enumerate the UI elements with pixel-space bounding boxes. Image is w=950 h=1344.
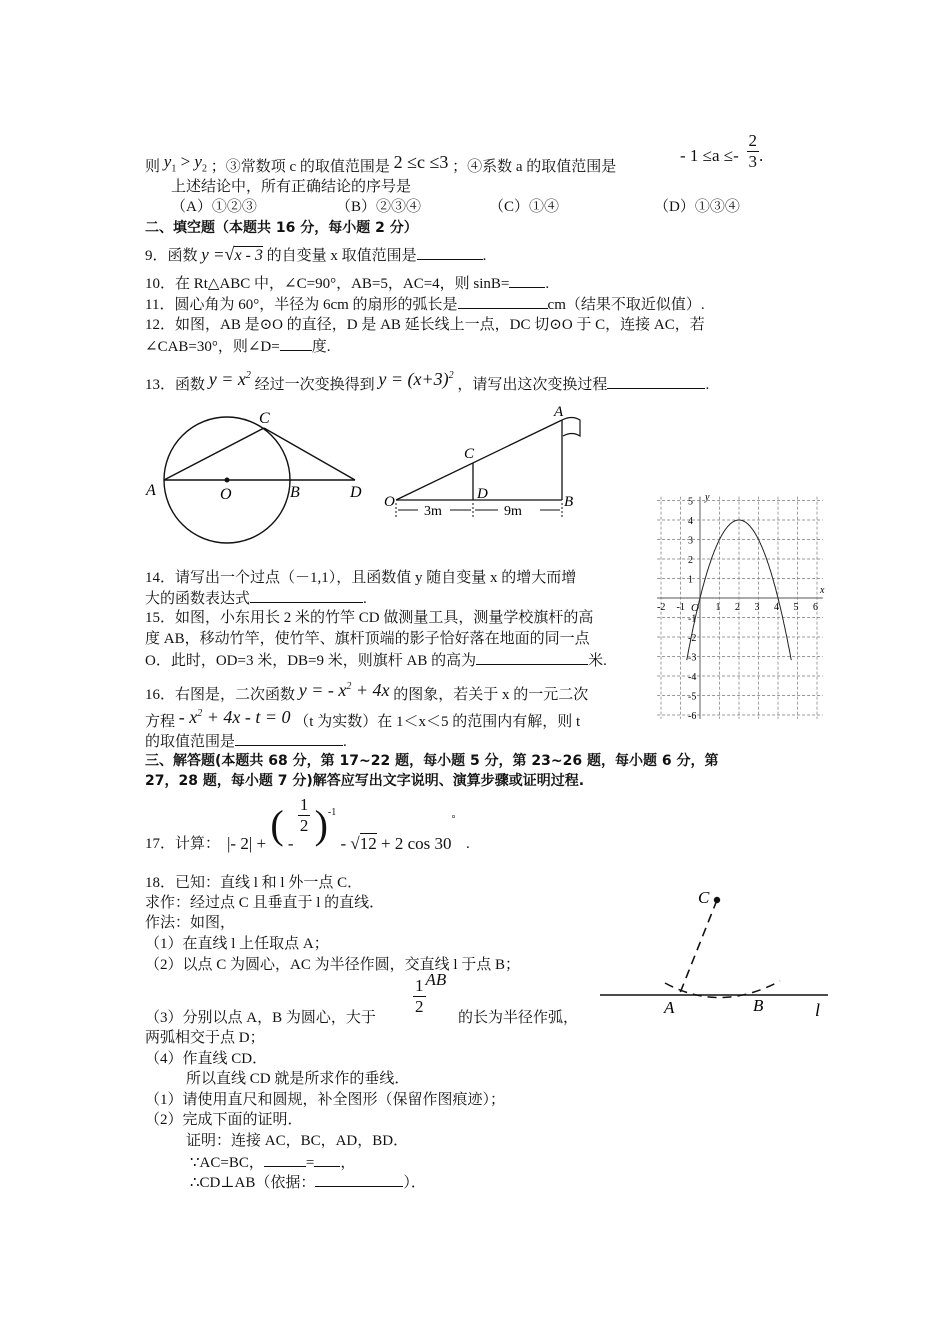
q15-line1: 15．如图，小东用长 2 米的竹竿 CD 做测量工具，测量学校旗杆的高 (145, 610, 594, 626)
label-b: B (290, 484, 300, 501)
q15-line3: O．此时，OD=3 米，DB=9 米，则旗杆 AB 的高为 米. (145, 650, 607, 671)
x-tick-label: 4 (774, 602, 779, 613)
flagpole-figure (380, 400, 600, 525)
label-c3: C (698, 888, 710, 907)
y-tick-label: -6 (688, 711, 697, 722)
y-tick-label: -4 (688, 672, 697, 683)
y-tick-label: 4 (688, 516, 693, 527)
q8-line1: 则 $y_1 > y_2$ ；③常数项 c 的取值范围是 2 ≤c ≤3 ；④系数 a 的取值范围是 (145, 152, 617, 175)
section3-line1: 三、解答题(本题共 68 分，第 17~22 题，每小题 5 分，第 23~26 题，每小题 6 分，第 (145, 753, 719, 769)
q12-line1: 12．如图，AB 是⊙O 的直径，D 是 AB 延长线上一点，DC 切⊙O 于 C，连接 AC，若 (145, 317, 705, 333)
construction-figure (595, 880, 835, 1025)
option-d: （D）①③④ (654, 199, 740, 215)
q17-end: . (466, 836, 470, 852)
q18-proof1: 证明：连接 AC，BC，AD，BD． (186, 1133, 409, 1149)
x-tick-label: 5 (793, 602, 799, 613)
option-b: （B）②③④ (336, 199, 422, 215)
q18-proof3: ∴CD⊥AB（依据： ）． (190, 1172, 426, 1193)
label-c: C (259, 410, 270, 427)
section3-line2: 27，28 题，每小题 7 分)解答应写出文字说明、演算步骤或证明过程. (145, 773, 585, 789)
q17-formula: |- 2| + ( - $\frac{1}{2}$ )$^{-1}$ - √12 + 2 cos 30° (227, 795, 456, 853)
label-b2: B (564, 494, 574, 510)
y-tick-label: 2 (688, 555, 693, 566)
q8-line2: 上述结论中，所有正确结论的序号是 (171, 179, 412, 195)
q14-line1: 14．请写出一个过点（－1,1），且函数值 y 随自变量 x 的增大而增 (145, 570, 577, 586)
q18-step5: 所以直线 CD 就是所求作的垂线． (186, 1071, 410, 1087)
q10: 10．在 Rt△ABC 中，∠C=90°，AB=5，AC=4，则 sinB= . (145, 273, 549, 294)
label-b3: B (753, 996, 764, 1015)
q18-half-ab: $\frac{1}{2}$ AB (415, 970, 447, 1016)
q16-line3: 的取值范围是 . (145, 731, 347, 752)
section2-title: 二、填空题（本题共 16 分，每小题 2 分） (145, 220, 418, 236)
x-tick-label: 6 (813, 602, 818, 613)
y-tick-label: -1 (688, 613, 697, 625)
q13: 13．函数 $y = x^2$ 经过一次变换得到 $y = (x+3)^2$ ，请写出这次变换过程 . (145, 369, 710, 393)
q18-line3: 作法：如图， (145, 915, 236, 931)
option-c: （C）①④ (489, 199, 560, 215)
x-tick-label: -1 (676, 602, 685, 613)
origin-label: O (691, 602, 699, 614)
q18-step3c: 两弧相交于点 D； (145, 1030, 265, 1046)
label-a2: A (554, 404, 564, 420)
q15-line2: 度 AB，移动竹竿，使竹竿、旗杆顶端的影子恰好落在地面的同一点 (145, 631, 590, 647)
q14-line2: 大的函数表达式 . (145, 588, 367, 609)
y-tick-label: 3 (688, 535, 693, 547)
axis-y-label: y (705, 492, 710, 503)
x-tick-label: 1 (715, 602, 721, 613)
dim-9m: 9m (504, 504, 522, 519)
label-a3: A (664, 998, 675, 1017)
q18-proof2: ∵AC=BC， = ， (190, 1152, 355, 1173)
q18-task1: （1）请使用直尺和圆规，补全图形（保留作图痕迹）； (145, 1092, 506, 1108)
x-tick-label: -2 (657, 602, 666, 613)
q16-line1: 16．右图是，二次函数 y = - $x^2 + 4x$ 的图象，若关于 x 的一元二次 (145, 680, 589, 703)
q18-line2: 求作：经过点 C 且垂直于 l 的直线． (145, 895, 385, 911)
q12-line2: ∠CAB=30°，则∠D= 度. (145, 336, 331, 357)
label-d: D (350, 484, 362, 501)
x-tick-label: 3 (754, 602, 760, 613)
q16-line2: 方程 - $x^2 + 4x - t = 0$ （t 为实数）在 1＜x＜5 的范围内有解，则 t (145, 707, 581, 730)
label-l: l (815, 1000, 821, 1020)
y-tick-label: 1 (688, 574, 693, 586)
label-o2: O (384, 494, 395, 510)
q18-step1: （1）在直线 l 上任取点 A； (145, 936, 329, 952)
label-a: A (146, 482, 156, 499)
q11: 11．圆心角为 60°，半径为 6cm 的扇形的弧长是 cm（结果不取近似值）. (145, 294, 705, 315)
dim-3m: 3m (424, 504, 442, 519)
label-c2: C (464, 446, 475, 462)
q18-task2: （2）完成下面的证明． (145, 1112, 303, 1128)
q18-step3: （3）分别以点 A，B 为圆心，大于 (145, 1010, 376, 1026)
y-tick-label: -3 (688, 652, 697, 664)
y-tick-label: -2 (688, 633, 697, 644)
q18-line1: 18．已知：直线 l 和 l 外一点 C． (145, 875, 363, 891)
q18-step2: （2）以点 C 为圆心，AC 为半径作圆，交直线 l 于点 B； (145, 957, 521, 973)
range-c: 2 ≤c ≤3 (393, 152, 449, 172)
q18-step3b: 的长为半径作弧， (458, 1010, 579, 1026)
q18-step4: （4）作直线 CD． (145, 1051, 268, 1067)
option-a: （A）①②③ (171, 199, 257, 215)
y-tick-label: 5 (688, 496, 693, 508)
label-d2: D (477, 486, 488, 502)
label-o: O (220, 486, 232, 503)
q8-y1-y2: $y_1 > y_2$ (163, 152, 207, 175)
parabola-figure (650, 490, 835, 730)
y-tick-label: -5 (688, 691, 697, 703)
x-tick-label: 2 (735, 602, 740, 613)
axis-x-label: x (820, 585, 825, 596)
circle-figure (140, 405, 380, 565)
q8-range-a: - 1 ≤a ≤- $\frac{2}{3}$ . (680, 131, 764, 171)
q9: 9．函数 y =√x - 3 的自变量 x 取值范围是 . (145, 244, 487, 264)
q17-label: 17．计算： (145, 836, 221, 852)
